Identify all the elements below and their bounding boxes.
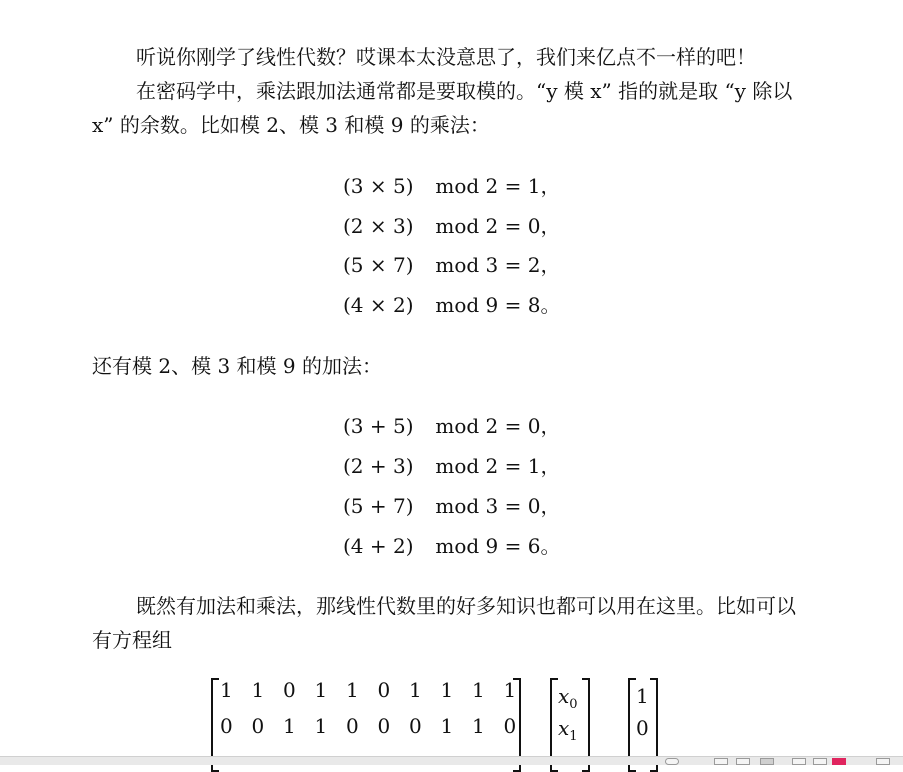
matrix-cell: 0 bbox=[377, 678, 391, 702]
matrix-cell: 1 bbox=[440, 714, 454, 738]
equation-lhs: (3 × 5) bbox=[343, 174, 414, 198]
variable: x bbox=[558, 684, 570, 708]
matrix-cell: 1 bbox=[251, 678, 265, 702]
equation-lhs: (4 + 2) bbox=[343, 534, 414, 558]
equation-row bbox=[343, 291, 560, 319]
matrix-cell: 1 bbox=[409, 678, 422, 702]
subscript: 0 bbox=[569, 697, 578, 712]
vector-b-entry: 0 bbox=[636, 716, 649, 740]
matrix-cell: 0 bbox=[283, 678, 296, 702]
intro-paragraph: 听说你刚学了线性代数？哎课本太没意思了，我们来亿点不一样的吧！ bbox=[136, 45, 756, 69]
equation-rhs: mod 3 = 2， bbox=[435, 253, 561, 277]
matrix-cell: 1 bbox=[220, 678, 233, 702]
equation-row bbox=[343, 412, 560, 440]
equation-row bbox=[343, 492, 560, 520]
vector-x-entry bbox=[558, 712, 578, 744]
vector-x-entry bbox=[558, 680, 578, 712]
equation-row bbox=[343, 212, 560, 240]
equation-rhs: mod 9 = 6。 bbox=[435, 534, 561, 558]
matrix-cell: 1 bbox=[314, 714, 328, 738]
equation-rhs: mod 2 = 1， bbox=[435, 454, 561, 478]
variable: x bbox=[558, 716, 570, 740]
equation-lhs: (2 × 3) bbox=[343, 214, 414, 238]
matrix-row bbox=[220, 678, 535, 702]
equation-rhs: mod 3 = 0， bbox=[435, 494, 561, 518]
matrix-cell: 0 bbox=[503, 714, 517, 738]
equation-lhs: (5 + 7) bbox=[343, 494, 414, 518]
equation-rhs: mod 2 = 1， bbox=[435, 174, 561, 198]
matrix-cell: 0 bbox=[220, 714, 233, 738]
equation-row bbox=[343, 251, 560, 279]
equation-lhs: (5 × 7) bbox=[343, 253, 414, 277]
matrix-row bbox=[220, 714, 535, 738]
addition-intro-paragraph: 还有模 2、模 3 和模 9 的加法： bbox=[92, 354, 382, 378]
matrix-cell: 0 bbox=[346, 714, 359, 738]
vector-b-entry: 1 bbox=[636, 684, 649, 708]
equation-rhs: mod 9 = 8。 bbox=[435, 293, 561, 317]
equation-lhs: (4 × 2) bbox=[343, 293, 414, 317]
equation-row bbox=[343, 532, 560, 560]
equation-lhs: (3 + 5) bbox=[343, 414, 414, 438]
matrix-cell: 1 bbox=[503, 678, 517, 702]
matrix-cell: 1 bbox=[472, 714, 485, 738]
equation-lhs: (2 + 3) bbox=[343, 454, 414, 478]
matrix-cell: 1 bbox=[283, 714, 296, 738]
vector-x bbox=[558, 680, 578, 744]
equation-rhs: mod 2 = 0， bbox=[435, 414, 561, 438]
matrix-cell: 0 bbox=[377, 714, 391, 738]
vector-b bbox=[636, 680, 649, 744]
matrix-cell: 1 bbox=[314, 678, 328, 702]
mod-intro-paragraph: 在密码学中，乘法跟加法通常都是要取模的。“y 模 x” 指的就是取 “y 除以 x” 的余数。比如模 2、模 3 和模 9 的乘法： bbox=[92, 79, 793, 137]
system-intro-paragraph: 既然有加法和乘法，那线性代数里的好多知识也都可以用在这里。比如可以有方程组 bbox=[92, 594, 796, 652]
subscript: 1 bbox=[569, 729, 578, 744]
matrix-cell: 0 bbox=[409, 714, 422, 738]
matrix-cell: 1 bbox=[472, 678, 485, 702]
matrix-cell: 1 bbox=[440, 678, 454, 702]
matrix-cell: 0 bbox=[251, 714, 265, 738]
matrix-cell: 1 bbox=[346, 678, 359, 702]
equation-row bbox=[343, 172, 560, 200]
equation-rhs: mod 2 = 0， bbox=[435, 214, 561, 238]
equation-row bbox=[343, 452, 560, 480]
